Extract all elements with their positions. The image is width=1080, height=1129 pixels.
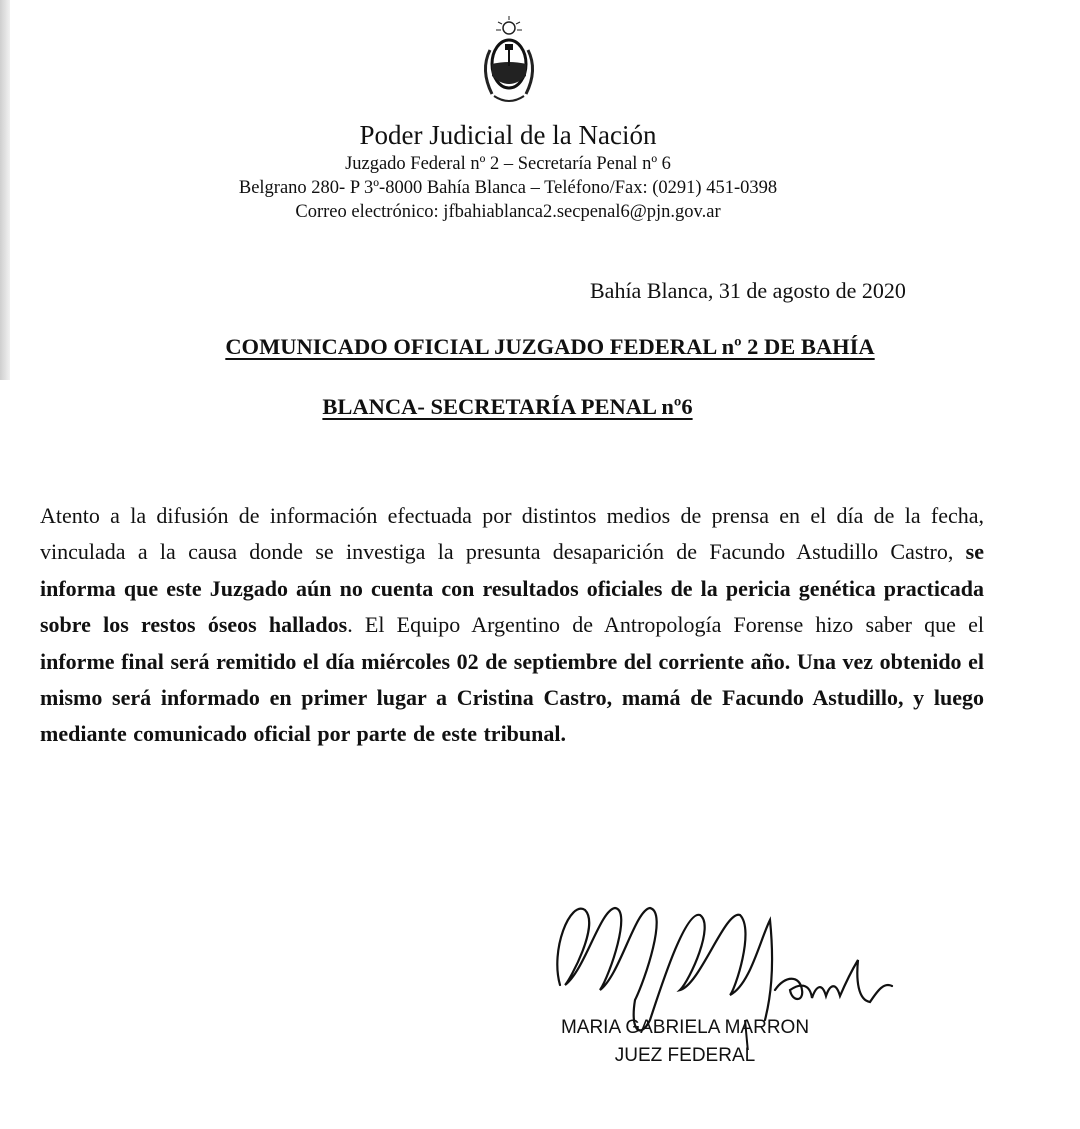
institution-title: Poder Judicial de la Nación bbox=[359, 120, 657, 150]
email-line: Correo electrónico: jfbahiablanca2.secpenal6@pjn.gov.ar bbox=[295, 202, 721, 222]
body-text-1: Atento a la difusión de información efectuada por distintos medios de prensa en el día de la fecha, vinculada a la causa donde se investiga la presunta desaparición de Facundo Astudillo Castro, bbox=[40, 503, 984, 565]
signatory-name: MARIA GABRIELA MARRON bbox=[560, 1017, 810, 1038]
heading-line-2: BLANCA- SECRETARÍA PENAL nº6 bbox=[322, 394, 693, 419]
letterhead bbox=[0, 118, 1016, 224]
body-bold-2: informe final será remitido el día miércoles 02 de septiembre del corriente año. Una vez obtenido el mismo será informado en primer lugar a Cristina Castro, mamá de Facundo Astudillo, y luego mediante comunicado oficial por parte de este tribunal. bbox=[40, 648, 984, 747]
body-text-2: . El Equipo Argentino de Antropología Forense hizo saber que el bbox=[347, 612, 985, 638]
heading-line-1: COMUNICADO OFICIAL JUZGADO FEDERAL nº 2 DE BAHÍA bbox=[225, 334, 875, 359]
date-line: Bahía Blanca, 31 de agosto de 2020 bbox=[590, 278, 906, 303]
body-bold-1: se informa que este Juzgado aún no cuenta con resultados oficiales de la pericia genética practicada sobre los restos óseos hallados bbox=[40, 539, 984, 638]
national-seal-icon bbox=[474, 14, 544, 110]
address-line: Belgrano 280- P 3º-8000 Bahía Blanca – Teléfono/Fax: (0291) 451-0398 bbox=[238, 178, 778, 198]
signatory-role: JUEZ FEDERAL bbox=[614, 1045, 756, 1066]
communique-body bbox=[40, 498, 984, 753]
court-line: Juzgado Federal nº 2 – Secretaría Penal nº 6 bbox=[345, 154, 671, 174]
